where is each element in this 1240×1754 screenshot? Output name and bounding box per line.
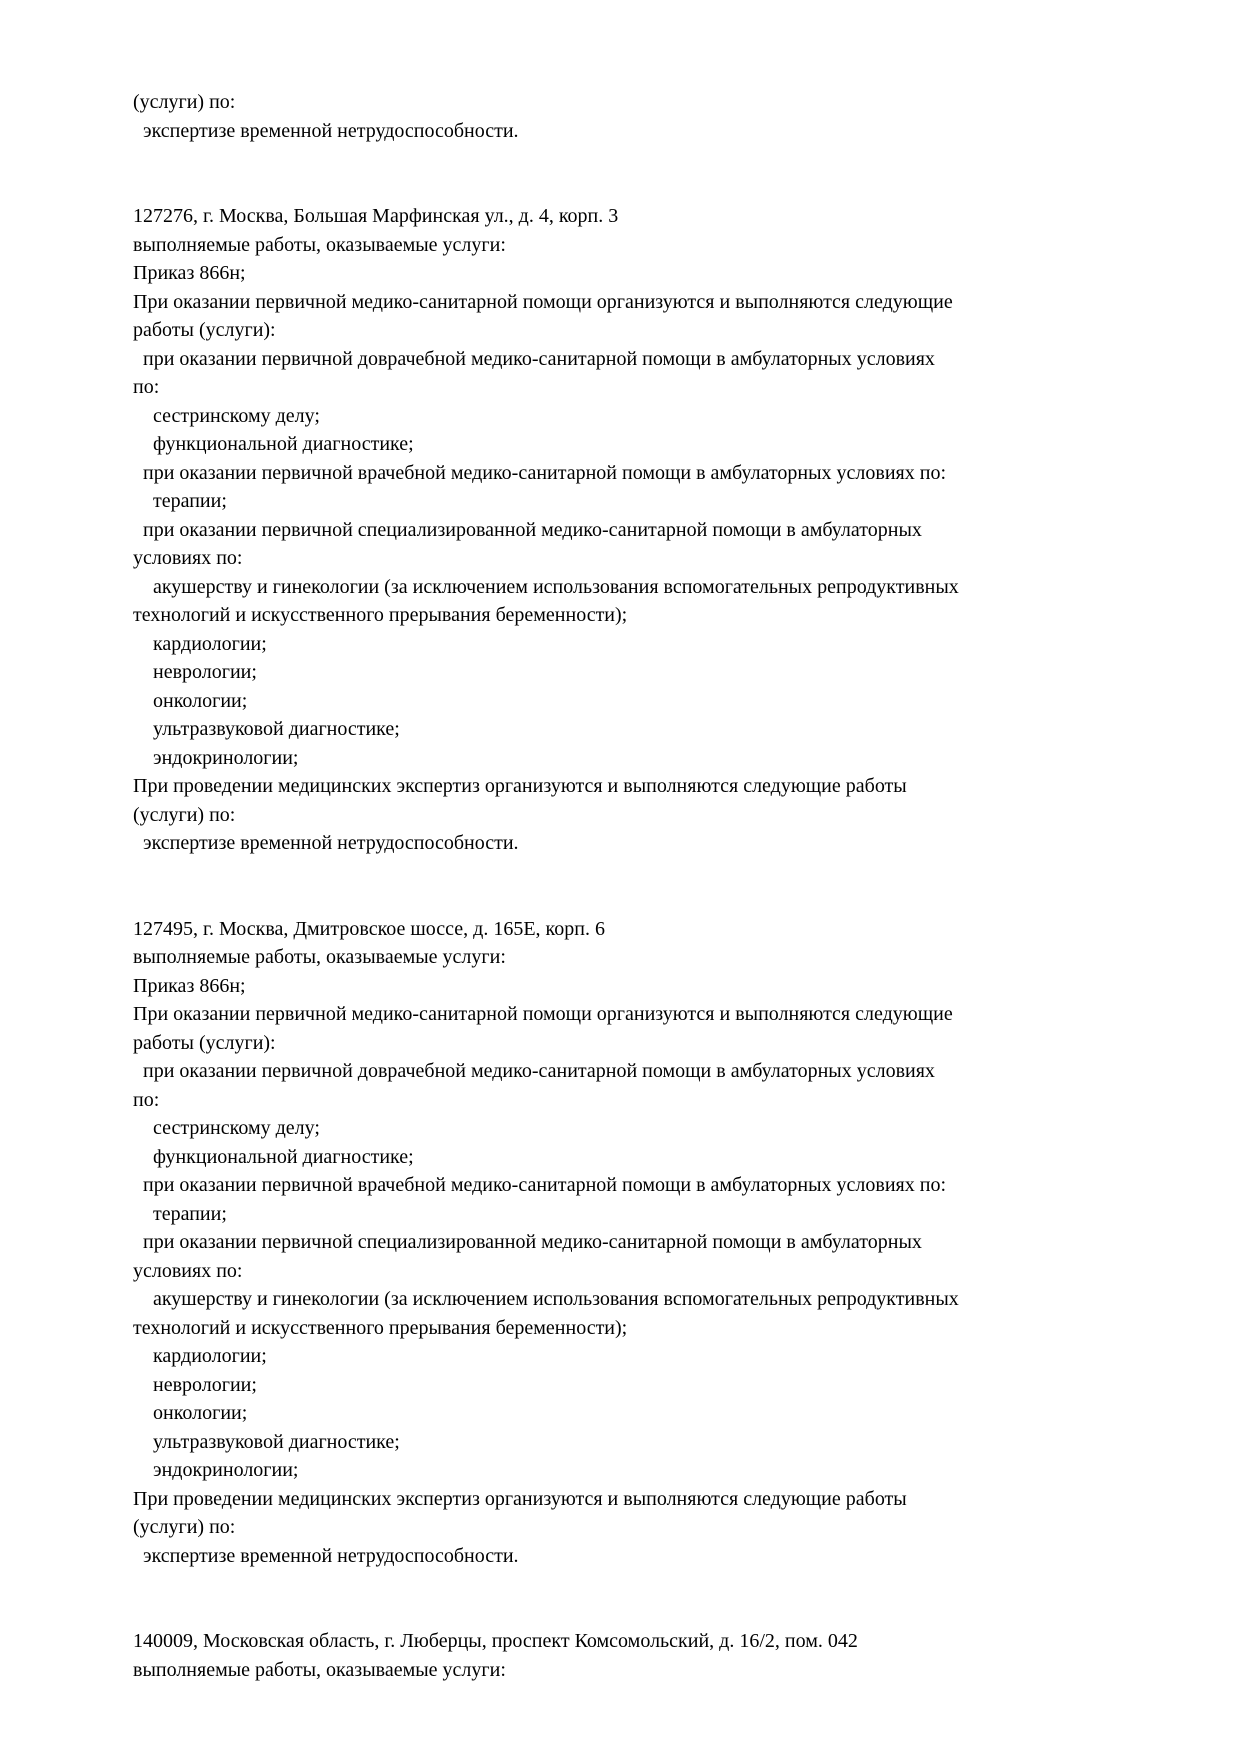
text-line: функциональной диагностике; [133, 1145, 414, 1168]
text-line: эндокринологии; [133, 746, 299, 769]
text-line: при оказании первичной специализированной медико-санитарной помощи в амбулаторных [133, 1231, 922, 1253]
text-line: (услуги) по: [133, 803, 236, 826]
text-line: 127276, г. Москва, Большая Марфинская ул., д. 4, корп. 3 [133, 205, 619, 227]
text-line: кардиологии; [133, 632, 267, 655]
text-line: при оказании первичной врачебной медико-санитарной помощи в амбулаторных условиях по: [133, 1174, 947, 1196]
text-line: при оказании первичной доврачебной медико-санитарной помощи в амбулаторных условиях [133, 1060, 935, 1082]
text-line: терапии; [133, 490, 227, 512]
block-address-127495 [133, 915, 1145, 1571]
text-line: неврологии; [133, 661, 257, 683]
text-line: работы (услуги): [133, 1031, 276, 1054]
text-line: При проведении медицинских экспертиз организуются и выполняются следующие работы [133, 1487, 907, 1510]
text-line: При оказании первичной медико-санитарной помощи организуются и выполняются следующие [133, 1003, 953, 1025]
text-line: по: [133, 376, 160, 398]
text-line: 127495, г. Москва, Дмитровское шоссе, д. 165Е, корп. 6 [133, 917, 605, 940]
text-line: технологий и искусственного прерывания беременности); [133, 1316, 628, 1339]
text-line: по: [133, 1088, 160, 1111]
text-line: при оказании первичной доврачебной медико-санитарной помощи в амбулаторных условиях [133, 347, 935, 370]
text-line: условиях по: [133, 547, 243, 569]
text-line: кардиологии; [133, 1345, 267, 1367]
text-line: терапии; [133, 1202, 227, 1225]
text-line: ультразвуковой диагностике; [133, 718, 400, 740]
text-line: при оказании первичной врачебной медико-санитарной помощи в амбулаторных условиях по: [133, 461, 947, 484]
block-continuation-previous [133, 88, 1145, 145]
text-line: онкологии; [133, 689, 248, 712]
text-line: акушерству и гинекологии (за исключением использования вспомогательных репродуктивных [133, 575, 959, 598]
text-line: экспертизе временной нетрудоспособности. [133, 1544, 519, 1567]
text-line: неврологии; [133, 1373, 257, 1396]
text-line: сестринскому делу; [133, 1117, 320, 1139]
document-content [133, 88, 1145, 1684]
text-line: (услуги) по: [133, 1516, 236, 1538]
text-line: экспертизе временной нетрудоспособности. [133, 832, 519, 854]
block-address-140009 [133, 1627, 1145, 1684]
text-line: выполняемые работы, оказываемые услуги: [133, 1658, 506, 1681]
text-line: функциональной диагностике; [133, 433, 414, 455]
text-line: акушерству и гинекологии (за исключением использования вспомогательных репродуктивных [133, 1288, 959, 1310]
text-line: работы (услуги): [133, 319, 276, 341]
text-line: ультразвуковой диагностике; [133, 1430, 400, 1453]
text-line: при оказании первичной специализированной медико-санитарной помощи в амбулаторных [133, 518, 922, 541]
text-line: экспертизе временной нетрудоспособности. [133, 119, 519, 142]
text-line: (услуги) по: [133, 91, 236, 113]
text-line: онкологии; [133, 1402, 248, 1424]
text-line: Приказ 866н; [133, 974, 246, 997]
text-line: сестринскому делу; [133, 404, 320, 427]
block-address-127276 [133, 202, 1145, 858]
text-line: При проведении медицинских экспертиз организуются и выполняются следующие работы [133, 775, 907, 797]
text-line: При оказании первичной медико-санитарной помощи организуются и выполняются следующие [133, 290, 953, 313]
text-line: выполняемые работы, оказываемые услуги: [133, 233, 506, 256]
text-line: технологий и искусственного прерывания беременности); [133, 604, 628, 626]
text-line: выполняемые работы, оказываемые услуги: [133, 946, 506, 968]
text-line: условиях по: [133, 1259, 243, 1282]
text-line: 140009, Московская область, г. Люберцы, проспект Комсомольский, д. 16/2, пом. 042 [133, 1630, 858, 1652]
text-line: эндокринологии; [133, 1459, 299, 1481]
text-line: Приказ 866н; [133, 262, 246, 284]
